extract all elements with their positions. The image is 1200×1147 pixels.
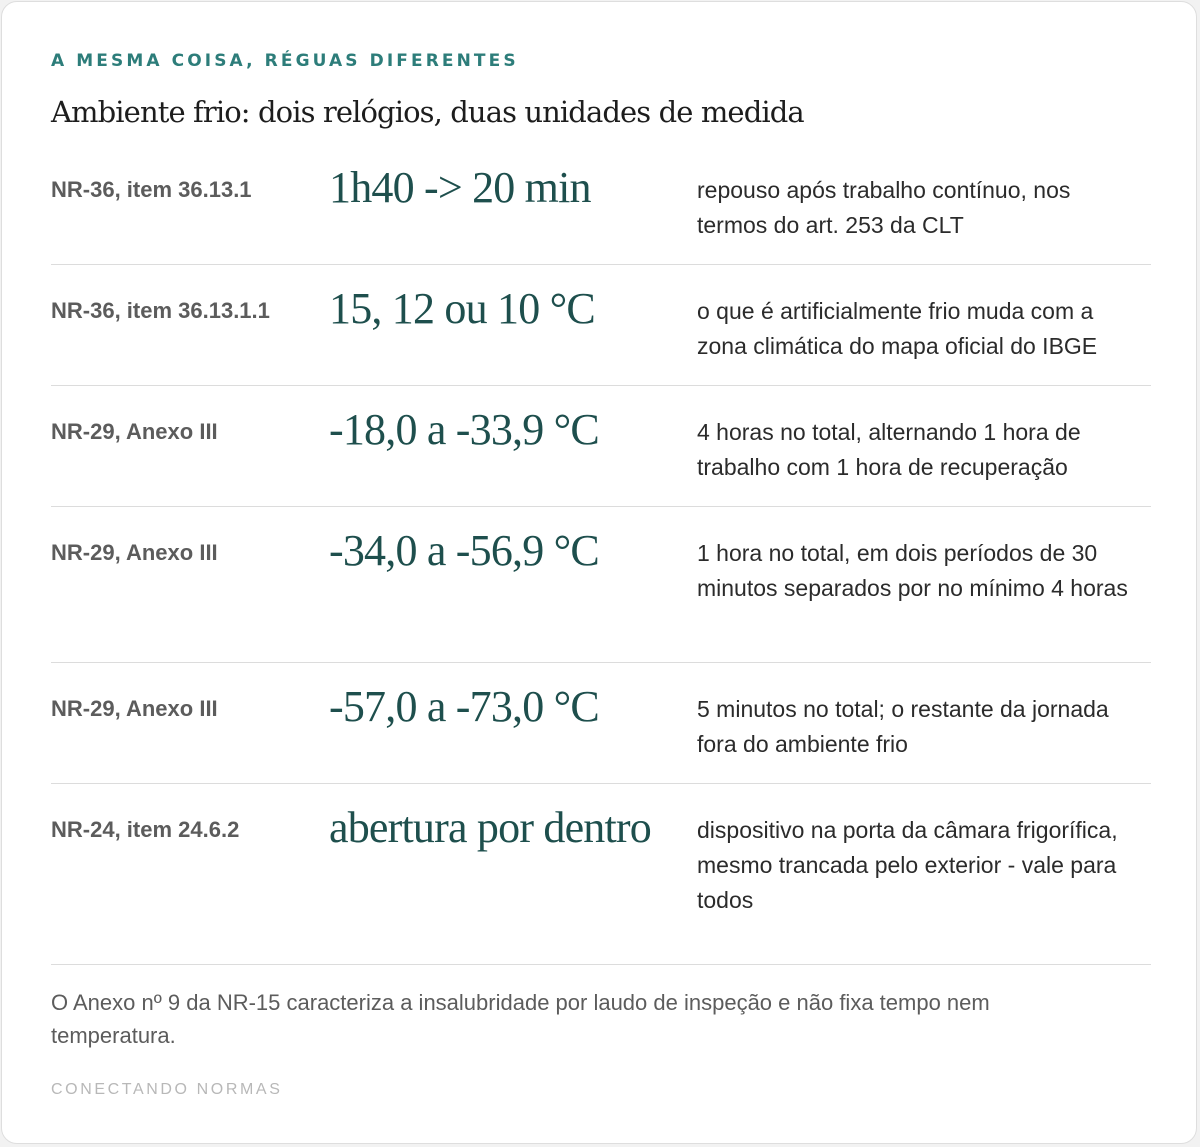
row-reference: NR-24, item 24.6.2 [51, 817, 240, 842]
table-row [51, 663, 1151, 784]
row-value: -18,0 a -33,9 °C [329, 405, 599, 454]
comparison-table [51, 144, 1151, 965]
row-value: -34,0 a -56,9 °C [329, 526, 599, 575]
page-title: Ambiente frio: dois relógios, duas unidades de medida [51, 95, 804, 129]
row-reference: NR-36, item 36.13.1 [51, 177, 252, 202]
table-row [51, 784, 1151, 965]
table-row [51, 386, 1151, 507]
table-row [51, 507, 1151, 663]
row-reference: NR-29, Anexo III [51, 696, 218, 721]
footnote: O Anexo nº 9 da NR-15 caracteriza a insalubridade por laudo de inspeção e não fixa tempo nem temperatura. [51, 990, 990, 1048]
brand-footer: CONECTANDO NORMAS [51, 1081, 283, 1098]
row-description: 1 hora no total, em dois períodos de 30 minutos separados por no mínimo 4 horas [697, 540, 1128, 601]
row-value: 15, 12 ou 10 °C [329, 284, 595, 333]
row-description: repouso após trabalho contínuo, nos termos do art. 253 da CLT [697, 177, 1071, 238]
row-description: 4 horas no total, alternando 1 hora de trabalho com 1 hora de recuperação [697, 419, 1081, 480]
card [1, 1, 1197, 1144]
row-value: 1h40 -> 20 min [329, 163, 591, 212]
row-value: abertura por dentro [329, 803, 651, 852]
table-row [51, 265, 1151, 386]
row-reference: NR-29, Anexo III [51, 540, 218, 565]
row-description: o que é artificialmente frio muda com a zona climática do mapa oficial do IBGE [697, 298, 1098, 359]
table-row [51, 144, 1151, 265]
row-description: dispositivo na porta da câmara frigorífica, mesmo trancada pelo exterior - vale para todos [697, 817, 1118, 913]
row-reference: NR-36, item 36.13.1.1 [51, 298, 270, 323]
row-description: 5 minutos no total; o restante da jornada fora do ambiente frio [697, 696, 1109, 757]
eyebrow: A MESMA COISA, RÉGUAS DIFERENTES [51, 51, 519, 71]
row-reference: NR-29, Anexo III [51, 419, 218, 444]
row-value: -57,0 a -73,0 °C [329, 682, 599, 731]
